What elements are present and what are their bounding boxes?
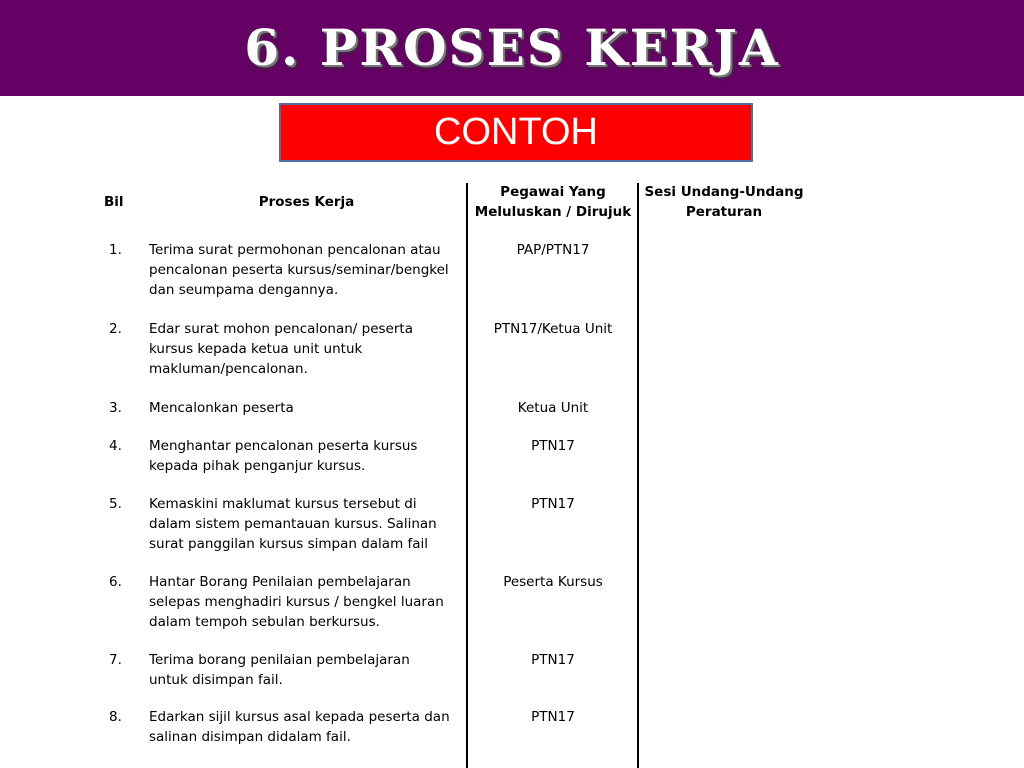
row-1-proses-line: pencalonan peserta kursus/seminar/bengkel (149, 262, 449, 278)
row-6-proses-line: selepas menghadiri kursus / bengkel luaran (149, 594, 444, 610)
row-8-proses-line: Edarkan sijil kursus asal kepada peserta dan (149, 709, 450, 725)
header-pegawai-line2: Meluluskan / Dirujuk (474, 204, 632, 220)
contoh-label: CONTOH (279, 103, 753, 162)
row-2-proses-line: kursus kepada ketua unit untuk (149, 341, 363, 357)
row-4-pegawai: PTN17 (531, 438, 575, 454)
row-5-proses-line: dalam sistem pemantauan kursus. Salinan (149, 516, 437, 532)
row-2-proses-line: Edar surat mohon pencalonan/ peserta (149, 321, 413, 337)
row-4-bil: 4. (109, 438, 122, 454)
row-5-pegawai: PTN17 (531, 496, 575, 512)
row-2-proses (149, 319, 464, 379)
row-4-proses-line: kepada pihak penganjur kursus. (149, 458, 366, 474)
row-3-bil: 3. (109, 400, 122, 416)
slide-title: 6. PROSES KERJA (244, 18, 780, 77)
row-5-proses-line: Kemaskini maklumat kursus tersebut di (149, 496, 417, 512)
row-6-proses-line: Hantar Borang Penilaian pembelajaran (149, 574, 411, 590)
column-divider-1 (466, 183, 468, 768)
row-1-pegawai: PAP/PTN17 (516, 242, 590, 258)
row-8-proses (149, 707, 464, 747)
row-4-proses (149, 436, 464, 476)
row-2-proses-line: makluman/pencalonan. (149, 361, 308, 377)
row-5-proses (149, 494, 464, 554)
row-4-proses-line: Menghantar pencalonan peserta kursus (149, 438, 418, 454)
row-7-proses-line: untuk disimpan fail. (149, 672, 283, 688)
header-sesi-line1: Sesi Undang-Undang (644, 184, 804, 200)
row-1-proses-line: dan seumpama dengannya. (149, 282, 339, 298)
row-7-bil: 7. (109, 652, 122, 668)
row-7-pegawai: PTN17 (531, 652, 575, 668)
row-6-bil: 6. (109, 574, 122, 590)
row-6-proses (149, 572, 464, 632)
column-divider-2 (637, 183, 639, 768)
row-2-pegawai: PTN17/Ketua Unit (493, 321, 613, 337)
row-2-bil: 2. (109, 321, 122, 337)
row-1-proses (149, 240, 464, 300)
header-proses-kerja: Proses Kerja (258, 194, 355, 210)
row-7-proses-line: Terima borang penilaian pembelajaran (149, 652, 410, 668)
row-8-bil: 8. (109, 709, 122, 725)
row-1-bil: 1. (109, 242, 122, 258)
row-1-proses-line: Terima surat permohonan pencalonan atau (149, 242, 441, 258)
row-8-pegawai: PTN17 (531, 709, 575, 725)
row-6-pegawai: Peserta Kursus (503, 574, 603, 590)
row-7-proses (149, 650, 464, 690)
header-pegawai-line1: Pegawai Yang (500, 184, 606, 200)
row-3-proses-line: Mencalonkan peserta (149, 400, 294, 416)
header-bil: Bil (104, 194, 124, 210)
header-sesi (640, 182, 808, 222)
row-6-proses-line: dalam tempoh sebulan berkursus. (149, 614, 380, 630)
row-3-proses (149, 398, 464, 418)
row-5-proses-line: surat panggilan kursus simpan dalam fail (149, 536, 429, 552)
row-5-bil: 5. (109, 496, 122, 512)
row-3-pegawai: Ketua Unit (517, 400, 589, 416)
row-8-proses-line: salinan disimpan didalam fail. (149, 729, 351, 745)
header-pegawai (468, 182, 638, 222)
header-sesi-line2: Peraturan (685, 204, 763, 220)
